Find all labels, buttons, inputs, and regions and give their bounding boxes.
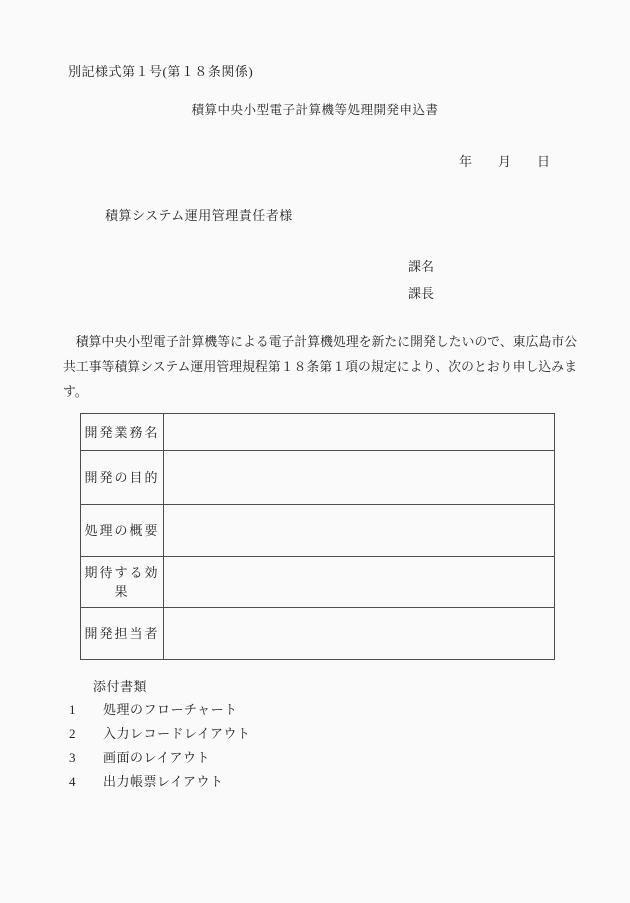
table-row-dev-person-in-charge (81, 607, 554, 659)
section-chief-label: 課長 (408, 286, 435, 301)
attachment-item-number: 2 (69, 726, 76, 741)
section-name-label: 課名 (408, 259, 435, 274)
attachment-item-text: 出力帳票レイアウト (103, 774, 224, 789)
field-value-dev-task-name (164, 414, 554, 450)
attachments-heading: 添付書類 (93, 679, 148, 694)
attachment-item (69, 698, 250, 722)
table-row-process-outline (81, 504, 554, 556)
field-value-process-outline (164, 505, 554, 556)
addressee-line: 積算システム運用管理責任者様 (105, 208, 293, 223)
attachment-item-number: 4 (69, 774, 76, 789)
field-label-dev-purpose: 開発の目的 (81, 451, 164, 504)
attachment-item (69, 746, 250, 770)
table-row-expected-effect (81, 556, 554, 607)
table-row-dev-task-name (81, 414, 554, 450)
attachment-item-text: 入力レコードレイアウト (103, 726, 251, 741)
attachments-list (69, 698, 250, 794)
field-value-expected-effect (164, 557, 554, 607)
table-row-dev-purpose (81, 450, 554, 504)
attachment-item-number: 3 (69, 750, 76, 765)
application-statement: 積算中央小型電子計算機等による電子計算機処理を新たに開発したいので、東広島市公共工事等積算システム運用管理規程第１８条第１項の規定により、次のとおり申し込みます。 (63, 335, 577, 399)
signature-block (408, 253, 434, 307)
attachment-item-number: 1 (69, 702, 76, 717)
field-label-expected-effect: 期待する効果 (81, 557, 164, 607)
form-number-label: 別記様式第１号(第１８条関係) (68, 64, 254, 79)
attachment-item (69, 722, 250, 746)
field-label-dev-person-in-charge: 開発担当者 (81, 608, 164, 659)
field-value-dev-person-in-charge (164, 608, 554, 659)
field-label-process-outline: 処理の概要 (81, 505, 164, 556)
field-label-dev-task-name: 開発業務名 (81, 414, 164, 450)
attachment-item (69, 770, 250, 794)
document-title: 積算中央小型電子計算機等処理開発申込書 (191, 103, 439, 117)
attachment-item-text: 処理のフローチャート (103, 702, 238, 717)
date-line: 年 月 日 (458, 154, 550, 169)
field-value-dev-purpose (164, 451, 554, 504)
attachment-item-text: 画面のレイアウト (103, 750, 210, 765)
application-form-table (80, 413, 555, 660)
